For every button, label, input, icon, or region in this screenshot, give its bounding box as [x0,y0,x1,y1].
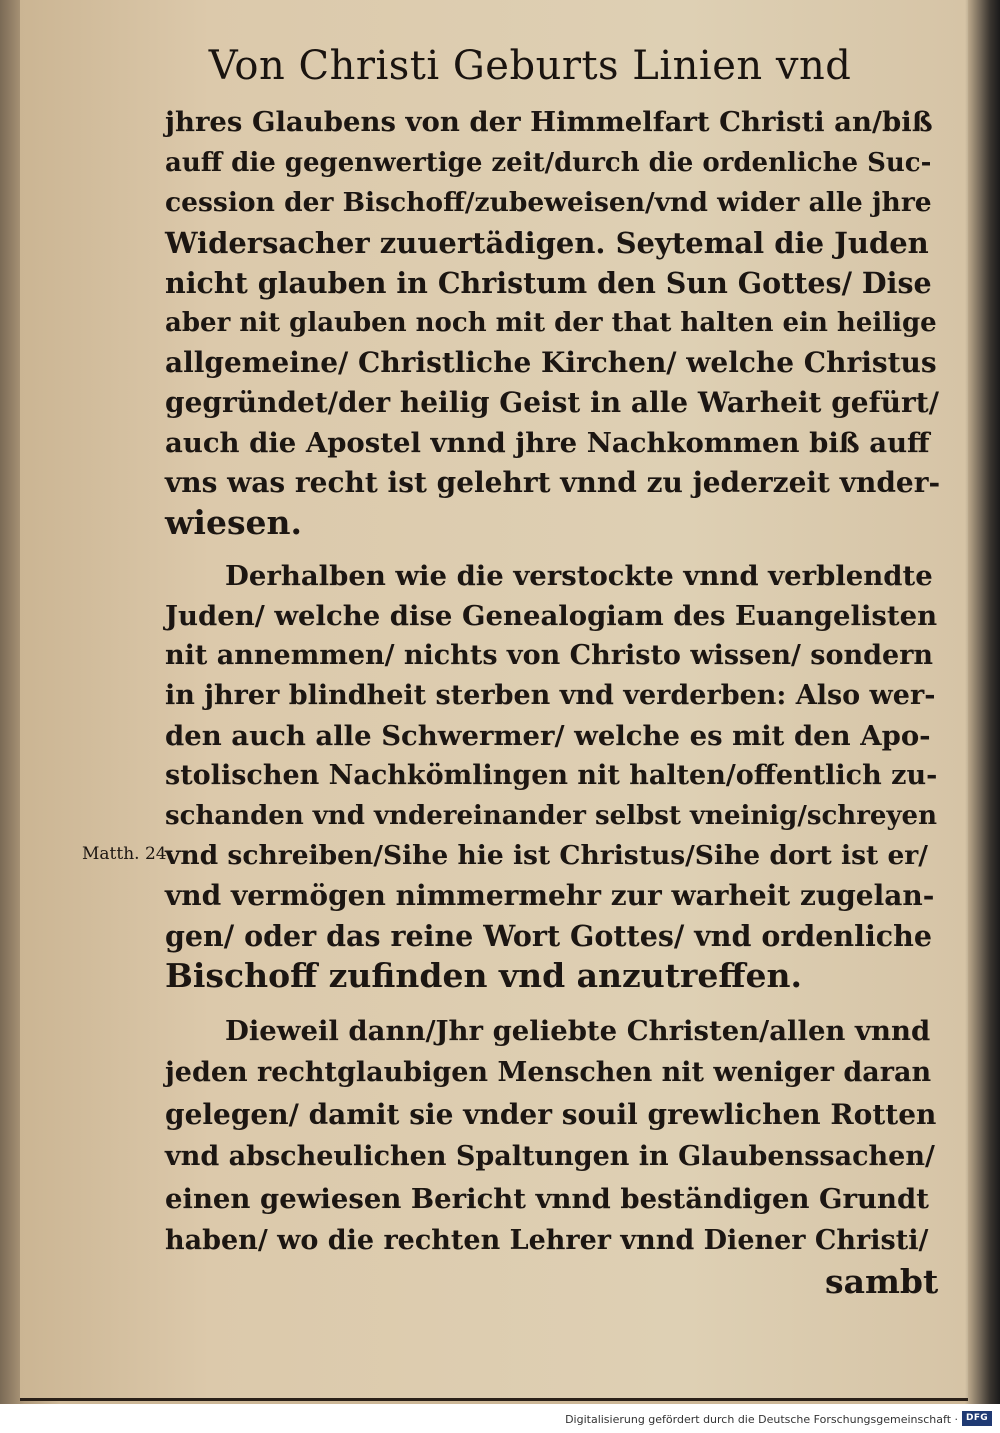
text-line-15: in jhrer blindheit sterben vnd verderben: Also wer- [165,680,936,711]
text-line-12: Derhalben wie die verstockte vnnd verblendte [225,560,933,592]
text-line-6: aber nit glauben noch mit der that halten ein heilige [165,308,937,338]
book-page [20,0,968,1401]
funding-credit: Digitalisierung gefördert durch die Deutsche Forschungsgemeinschaft · [565,1413,958,1426]
text-line-27: einen gewiesen Bericht vnnd beständigen Grundt [165,1183,929,1215]
text-line-14: nit annemmen/ nichts von Christo wissen/ sondern [165,640,934,671]
text-line-2: auff die gegenwertige zeit/durch die ordenliche Suc- [165,148,932,178]
text-line-9: auch die Apostel vnnd jhre Nachkommen biß auff [165,427,930,459]
text-line-24: jeden rechtglaubigen Menschen nit weniger daran [165,1057,932,1088]
text-line-28: haben/ wo die rechten Lehrer vnnd Diener Christi/ [165,1225,929,1256]
text-line-25: gelegen/ damit sie vnder souil grewlichen Rotten [165,1098,937,1131]
text-line-4: Widersacher zuuertädigen. Seytemal die Juden [165,226,929,260]
text-line-18: schanden vnd vndereinander selbst vneinig/schreyen [165,801,938,831]
text-line-13: Juden/ welche dise Genealogiam des Euangelisten [165,600,938,632]
text-line-17: stolischen Nachkömlingen nit halten/offentlich zu- [165,760,938,791]
text-line-20: vnd vermögen nimmermehr zur warheit zugelan- [165,879,935,912]
text-line-23: Dieweil dann/Jhr geliebte Christen/allen vnnd [225,1015,931,1047]
text-line-11: wiesen. [165,503,302,542]
text-line-1: jhres Glaubens von der Himmelfart Christi an/biß [165,106,933,138]
text-line-26: vnd abscheulichen Spaltungen in Glaubenssachen/ [165,1141,935,1172]
text-line-10: vns was recht ist gelehrt vnnd zu jederzeit vnder- [165,466,941,499]
text-line-3: cession der Bischoff/zubeweisen/vnd wider alle jhre [165,187,932,218]
catchword: sambt [825,1262,939,1301]
text-line-22: Bischoff zufinden vnd anzutreffen. [165,956,802,995]
marginal-note: Matth. 24. [82,844,172,864]
text-line-19: vnd schreiben/Sihe hie ist Christus/Sihe dort ist er/ [165,840,928,871]
text-line-8: gegründet/der heilig Geist in alle Warheit gefürt/ [165,386,939,419]
text-line-5: nicht glauben in Christum den Sun Gottes/ Dise [165,266,932,300]
dfg-logo: DFG [962,1411,992,1426]
scan-right-shadow [965,0,1000,1404]
text-line-21: gen/ oder das reine Wort Gottes/ vnd ordenliche [165,919,933,953]
running-head: Von Christi Geburts Linien vnd [208,43,852,89]
text-line-16: den auch alle Schwermer/ welche es mit den Apo- [165,720,931,752]
footer-bar [0,1404,1000,1433]
text-line-7: allgemeine/ Christliche Kirchen/ welche Christus [165,346,937,379]
